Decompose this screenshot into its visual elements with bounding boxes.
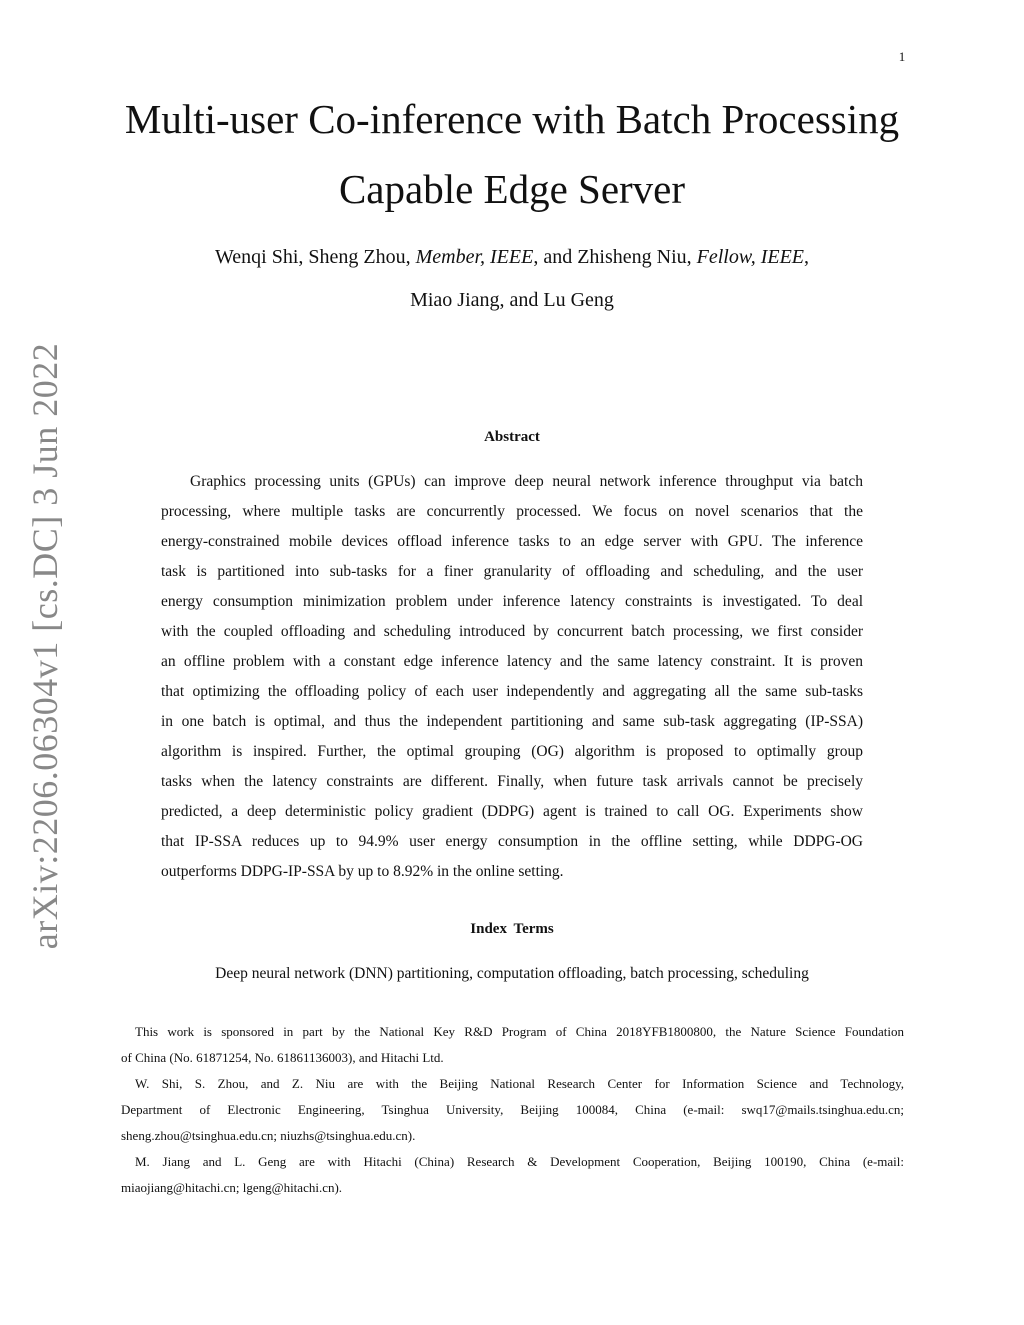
footnote-line: This work is sponsored in part by the National Key R&D Program of China 2018YFB1800800, the Nature Science Foundation <box>135 1024 904 1039</box>
footnote-line: M. Jiang and L. Geng are with Hitachi (China) Research & Development Cooperation, Beijing 100190, China (e-mail: <box>135 1154 904 1169</box>
footnote-line: miaojiang@hitachi.cn; lgeng@hitachi.cn). <box>121 1180 343 1195</box>
author-list-line-1 <box>0 247 1024 267</box>
abstract-line: in one batch is optimal, and thus the independent partitioning and same sub-task aggregating (IP-SSA) <box>161 713 863 730</box>
abstract-line: energy-constrained mobile devices offload inference tasks to an edge server with GPU. The inference <box>161 533 863 550</box>
abstract-body <box>161 467 863 887</box>
author-names-3: , <box>804 246 810 268</box>
author-names-1: Wenqi Shi, Sheng Zhou, <box>214 246 416 268</box>
author-list-line-2: Miao Jiang, and Lu Geng <box>410 289 614 311</box>
author-grade-fellow: Fellow, IEEE <box>696 246 805 268</box>
index-terms-text: Deep neural network (DNN) partitioning, computation offloading, batch processing, scheduling <box>215 965 809 982</box>
abstract-line: task is partitioned into sub-tasks for a finer granularity of offloading and scheduling, and the user <box>161 563 863 580</box>
index-terms-heading: Index Terms <box>470 921 554 937</box>
abstract-line: algorithm is inspired. Further, the optimal grouping (OG) algorithm is proposed to optimally group <box>161 743 863 760</box>
abstract-line: predicted, a deep deterministic policy gradient (DDPG) agent is trained to call OG. Experiments show <box>161 803 863 820</box>
abstract-line: tasks when the latency constraints are different. Finally, when future task arrivals cannot be precisely <box>161 773 863 790</box>
abstract-line: that IP-SSA reduces up to 94.9% user energy consumption in the offline setting, while DDPG-OG <box>161 833 863 850</box>
footnote-line: sheng.zhou@tsinghua.edu.cn; niuzhs@tsinghua.edu.cn). <box>121 1128 416 1143</box>
footnotes <box>121 1019 904 1201</box>
abstract-line: energy consumption minimization problem under inference latency constraints is investigated. To deal <box>161 593 863 610</box>
footnote-line: W. Shi, S. Zhou, and Z. Niu are with the Beijing National Research Center for Information Science and Technology, <box>135 1076 904 1091</box>
footnote-line: Department of Electronic Engineering, Tsinghua University, Beijing 100084, China (e-mail: swq17@mails.tsinghua.edu.cn; <box>121 1102 904 1117</box>
abstract-line: with the coupled offloading and scheduling introduced by concurrent batch processing, we first consider <box>161 623 863 640</box>
abstract-line: that optimizing the offloading policy of each user independently and aggregating all the same sub-tasks <box>161 683 863 700</box>
footnote-line: of China (No. 61871254, No. 61861136003), and Hitachi Ltd. <box>121 1050 444 1065</box>
abstract-line: outperforms DDPG-IP-SSA by up to 8.92% in the online setting. <box>161 863 564 880</box>
abstract-heading: Abstract <box>484 429 540 445</box>
page-number: 1 <box>898 49 906 64</box>
paper-title-line-1: Multi-user Co-inference with Batch Processing <box>124 96 900 142</box>
abstract-line: processing, where multiple tasks are concurrently processed. We focus on novel scenarios that the <box>161 503 863 520</box>
author-grade-member: Member, IEEE <box>415 246 534 268</box>
paper-title-line-2: Capable Edge Server <box>338 166 686 212</box>
abstract-line: an offline problem with a constant edge inference latency and the same latency constraint. It is proven <box>161 653 863 670</box>
abstract-line: Graphics processing units (GPUs) can improve deep neural network inference throughput via batch <box>190 473 863 490</box>
author-names-2: , and Zhisheng Niu, <box>533 246 697 268</box>
arxiv-identifier-stamp: arXiv:2206.06304v1 [cs.DC] 3 Jun 2022 <box>25 342 65 950</box>
